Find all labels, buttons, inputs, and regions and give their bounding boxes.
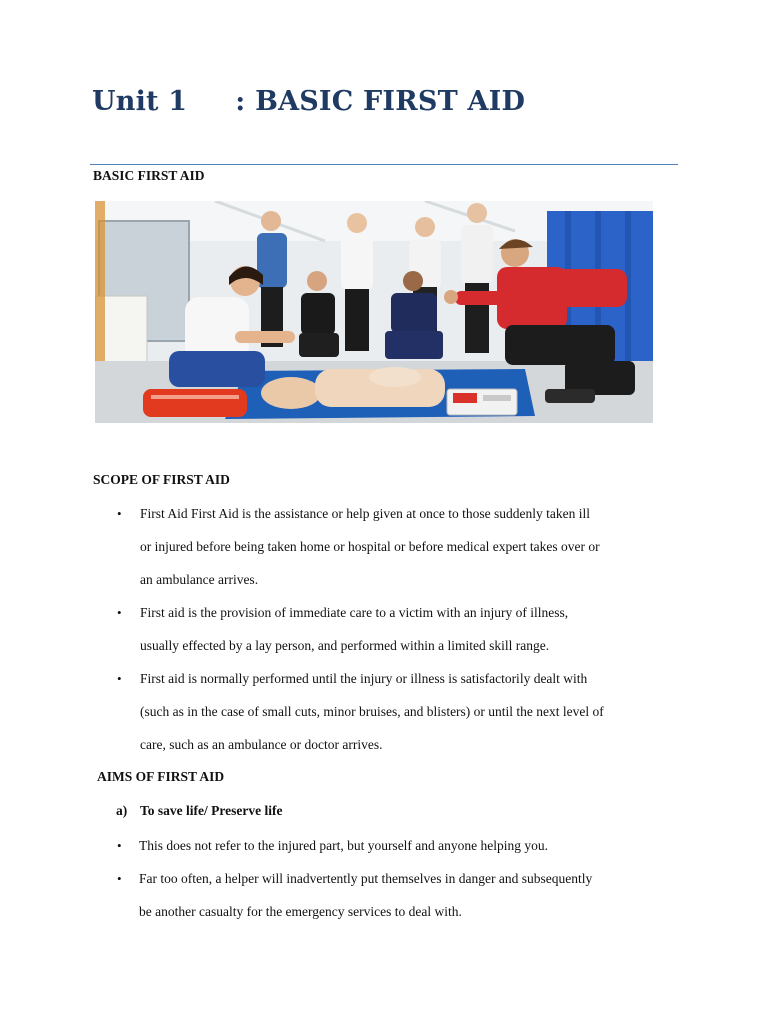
section-heading-scope: SCOPE OF FIRST AID (93, 472, 230, 487)
section-heading-basic-first-aid: BASIC FIRST AID (93, 168, 205, 183)
title-text: : BASIC FIRST AID (235, 86, 526, 117)
bullet-icon: • (117, 671, 122, 686)
bullet-icon: • (117, 506, 122, 521)
page-title (92, 86, 525, 117)
aims-bullet-1 (93, 829, 674, 862)
scope-bullet-1-line-1: First Aid First Aid is the assistance or help given at once to those suddenly taken ill (140, 506, 590, 521)
scope-bullet-3-line-1: First aid is normally performed until the injury or illness is satisfactorily dealt with (140, 671, 588, 686)
section-heading-aims: AIMS OF FIRST AID (97, 769, 225, 784)
scope-bullet-list (93, 497, 674, 761)
scope-bullet-1 (93, 497, 674, 596)
aims-bullet-2-line-1: Far too often, a helper will inadvertently put themselves in danger and subsequently (139, 871, 593, 886)
scope-bullet-3-line-3: care, such as an ambulance or doctor arrives. (140, 737, 383, 752)
scope-bullet-3 (93, 662, 674, 761)
aim-a-text: To save life/ Preserve life (140, 803, 283, 818)
photo-person-standing-4 (461, 203, 493, 353)
bullet-icon: • (117, 605, 122, 620)
bullet-icon: • (117, 838, 122, 853)
aims-bullet-2 (93, 862, 674, 928)
scope-bullet-1-line-2: or injured before being taken home or hospital or before medical expert takes over or (140, 539, 600, 554)
cpr-training-photo (95, 201, 653, 423)
scope-bullet-2 (93, 596, 674, 662)
photo-aed-device (447, 389, 517, 415)
aims-bullet-1-line-1: This does not refer to the injured part, but yourself and anyone helping you. (139, 838, 549, 853)
aims-bullet-2-line-2: be another casualty for the emergency services to deal with. (139, 904, 462, 919)
aims-bullet-list (93, 829, 674, 928)
scope-bullet-3-line-2: (such as in the case of small cuts, minor bruises, and blisters) or until the next level of (140, 704, 604, 719)
scope-bullet-2-line-2: usually effected by a lay person, and performed within a limited skill range. (140, 638, 550, 653)
title-unit: Unit 1 (92, 86, 188, 117)
bullet-icon: • (117, 871, 122, 886)
aim-a-marker: a) (116, 803, 128, 818)
aim-a-heading (116, 803, 282, 819)
photo-first-aid-bag (143, 389, 247, 417)
scope-bullet-2-line-1: First aid is the provision of immediate care to a victim with an injury of illness, (140, 605, 569, 620)
scope-bullet-1-line-3: an ambulance arrives. (140, 572, 259, 587)
title-underline-rule (90, 164, 678, 165)
photo-illustration (95, 201, 653, 423)
